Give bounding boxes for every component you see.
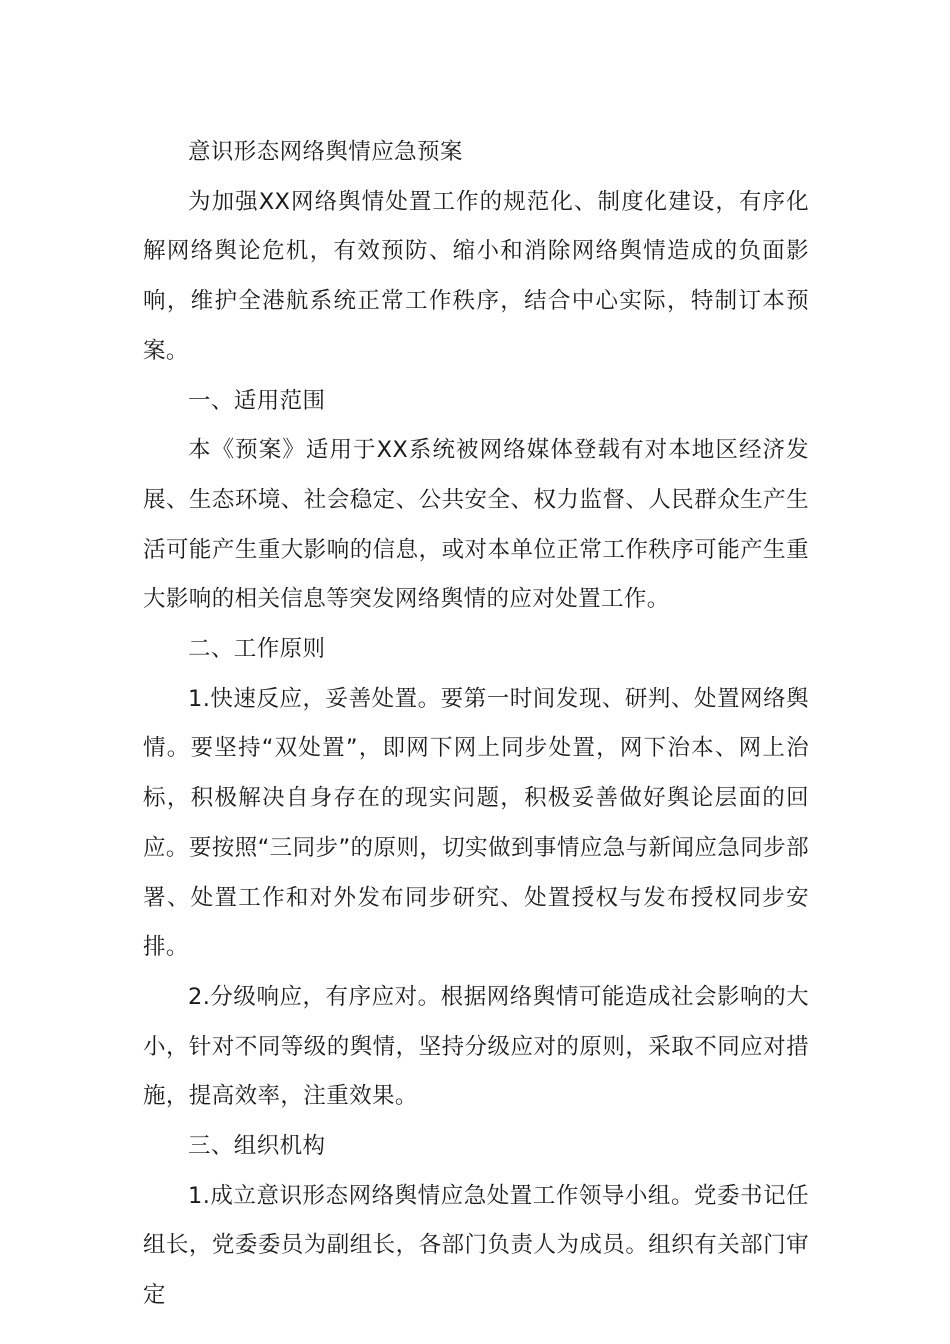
paragraph-principle-1: 1.快速反应，妥善处置。要第一时间发现、研判、处置网络舆情。要坚持“双处置”，即网下网上同步处置，网下治本、网上治标，积极解决自身存在的现实问题，积极妥善做好舆论层面的回应。要按照“三同步”的原则，切实做到事情应急与新闻应急同步部署、处置工作和对外发布同步研究、处置授权与发布授权同步安排。 xyxy=(143,685,809,961)
section-heading-principles: 二、工作原则 xyxy=(188,636,326,663)
paragraph-intro: 为加强XX网络舆情处置工作的规范化、制度化建设，有序化解网络舆论危机，有效预防、缩小和消除网络舆情造成的负面影响，维护全港航系统正常工作秩序，结合中心实际，特制订本预案。 xyxy=(143,188,809,364)
section-heading-organization: 三、组织机构 xyxy=(188,1133,326,1160)
paragraph-scope: 本《预案》适用于XX系统被网络媒体登载有对本地区经济发展、生态环境、社会稳定、公共安全、权力监督、人民群众生产生活可能产生重大影响的信息，或对本单位正常工作秩序可能产生重大影响的相关信息等突发网络舆情的应对处置工作。 xyxy=(143,437,809,613)
paragraph-organization-1: 1.成立意识形态网络舆情应急处置工作领导小组。党委书记任组长，党委委员为副组长，各部门负责人为成员。组织有关部门审定 xyxy=(143,1182,809,1309)
document-title: 意识形态网络舆情应急预案 xyxy=(188,139,463,165)
document-body xyxy=(143,128,809,1321)
section-heading-scope: 一、适用范围 xyxy=(188,387,326,414)
paragraph-principle-2: 2.分级响应，有序应对。根据网络舆情可能造成社会影响的大小，针对不同等级的舆情，坚持分级应对的原则，采取不同应对措施，提高效率，注重效果。 xyxy=(143,983,809,1110)
